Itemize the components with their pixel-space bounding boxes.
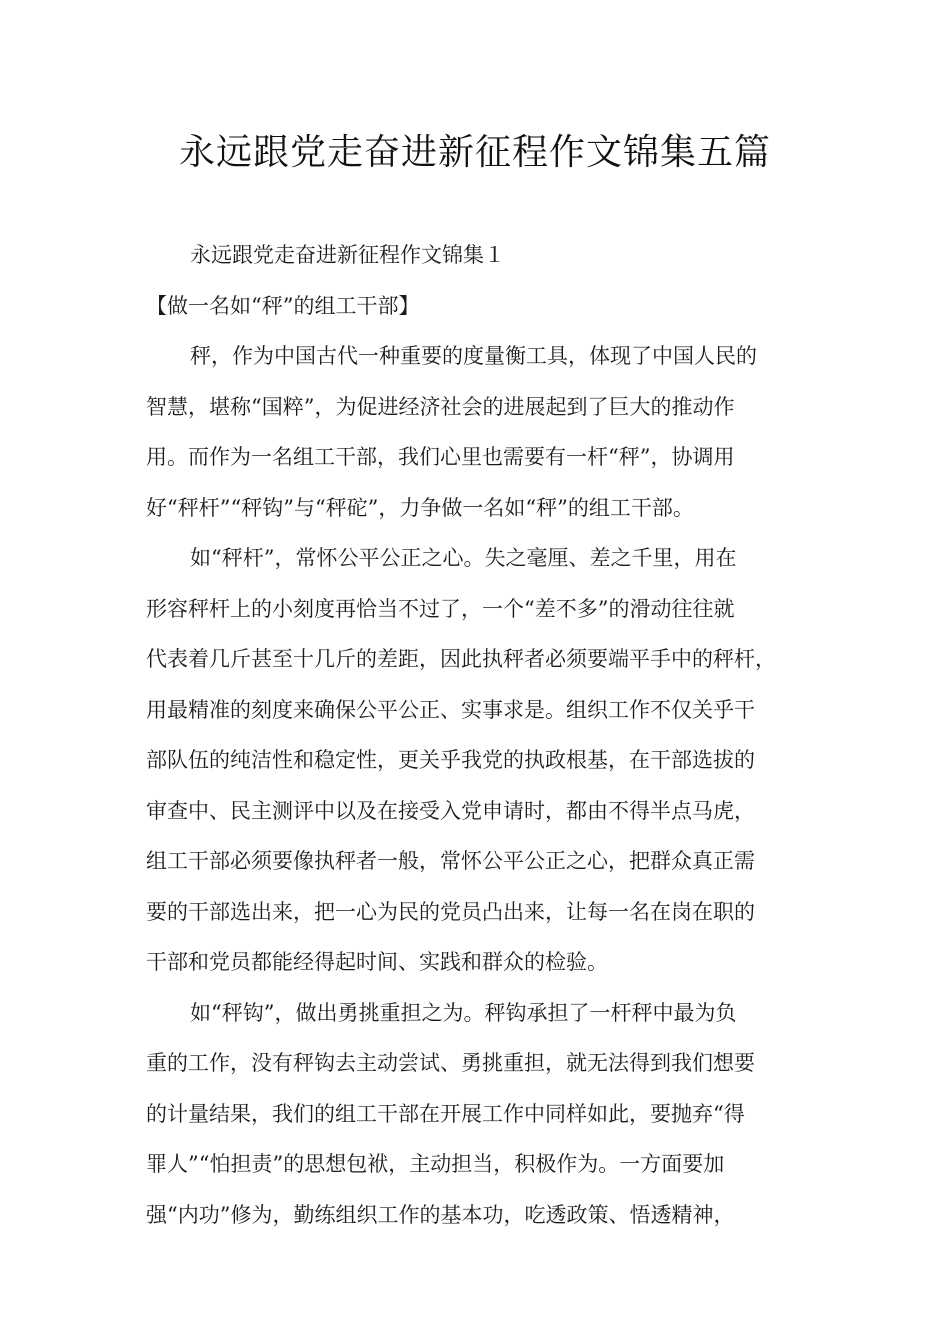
text-line: 要的干部选出来，把一心为民的党员凸出来，让每一名在岗在职的 (146, 899, 755, 924)
text-line: 如“秤钩”，做出勇挑重担之为。秤钩承担了一杆秤中最为负 (190, 1000, 737, 1025)
document-body (146, 230, 811, 1240)
text-line: 强“内功”修为，勤练组织工作的基本功，吃透政策、悟透精神， (146, 1202, 735, 1227)
text-line: 代表着几斤甚至十几斤的差距，因此执秤者必须要端平手中的秤杆， (146, 647, 776, 671)
text-line: 秤，作为中国古代一种重要的度量衡工具，体现了中国人民的 (190, 344, 757, 368)
text-line: 组工干部必须要像执秤者一般，常怀公平公正之心，把群众真正需 (146, 849, 755, 873)
text-line: 好“秤杆”“秤钩”与“秤砣”，力争做一名如“秤”的组工干部。 (146, 495, 694, 520)
document-title: 永远跟党走奋进新征程作文锦集五篇 (178, 132, 771, 173)
text-line: 罪人”“怕担责”的思想包袱，主动担当，积极作为。一方面要加 (146, 1152, 725, 1176)
text-line: 用。而作为一名组工干部，我们心里也需要有一杆“秤”，协调用 (146, 445, 735, 469)
text-line: 用最精准的刻度来确保公平公正、实事求是。组织工作不仅关乎干 (146, 697, 755, 722)
text-line: 【做一名如“秤”的组工干部】 (146, 293, 420, 318)
text-line: 的计量结果，我们的组工干部在开展工作中同样如此，要抛弃“得 (146, 1101, 745, 1126)
text-line: 如“秤杆”，常怀公平公正之心。失之毫厘、差之千里，用在 (190, 546, 737, 570)
text-line: 永远跟党走奋进新征程作文锦集１ (190, 243, 505, 267)
text-line: 干部和党员都能经得起时间、实践和群众的检验。 (146, 950, 608, 974)
text-line: 审查中、民主测评中以及在接受入党申请时，都由不得半点马虎， (146, 798, 755, 823)
text-line: 智慧，堪称“国粹”，为促进经济社会的进展起到了巨大的推动作 (146, 394, 735, 419)
text-line: 重的工作，没有秤钩去主动尝试、勇挑重担，就无法得到我们想要 (146, 1051, 755, 1075)
text-line: 部队伍的纯洁性和稳定性，更关乎我党的执政根基，在干部选拔的 (146, 748, 755, 772)
text-line: 形容秤杆上的小刻度再恰当不过了，一个“差不多”的滑动往往就 (146, 596, 735, 621)
